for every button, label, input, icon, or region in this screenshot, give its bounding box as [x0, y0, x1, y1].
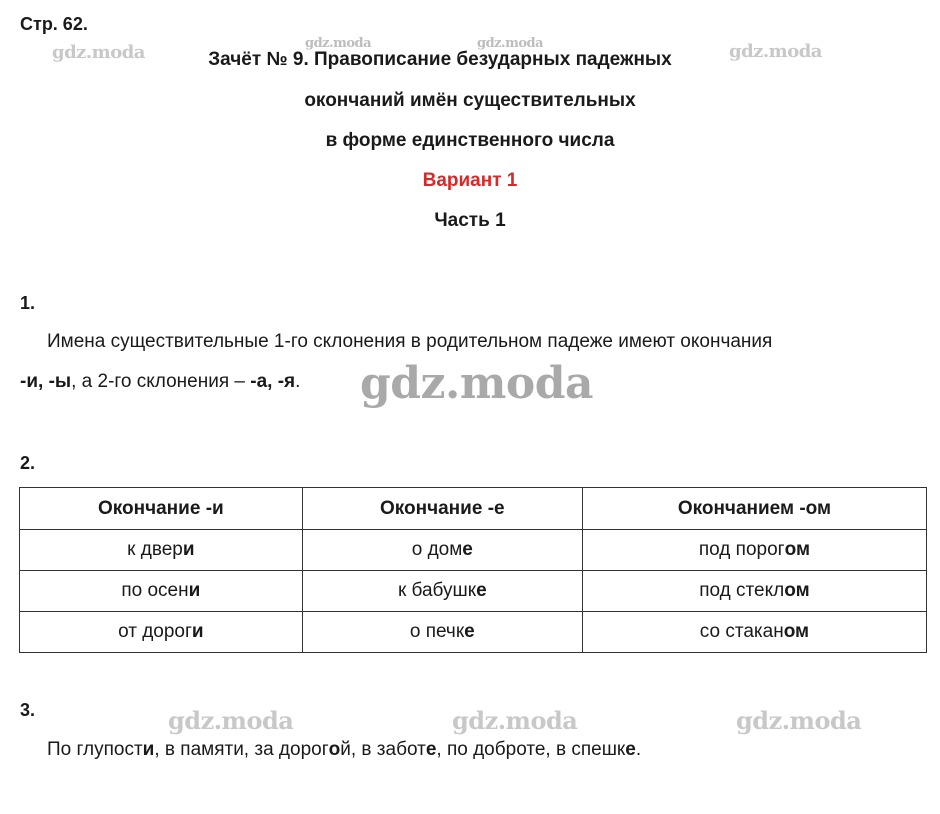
- ending-1st-declension: -и, -ы: [20, 371, 72, 392]
- word-ending: и: [188, 580, 201, 601]
- word-ending: е: [476, 580, 487, 601]
- word-stem: о печк: [409, 621, 465, 642]
- word-ending: ом: [784, 539, 811, 560]
- word-stem: о дом: [411, 539, 463, 560]
- sentence-text: По глупост: [47, 739, 143, 760]
- ending-2nd-declension: -а, -я: [250, 371, 296, 392]
- task-2-number: 2.: [20, 453, 36, 473]
- word-stem: под порог: [698, 539, 785, 560]
- table-cell: [302, 571, 582, 612]
- sentence-text: , по доброте, в спешк: [436, 739, 626, 760]
- watermark: gdz.moda: [736, 706, 862, 735]
- watermark: gdz.moda: [52, 42, 145, 63]
- word-ending: е: [462, 539, 473, 560]
- column-header: Окончание -и: [20, 488, 303, 530]
- table-row: [20, 612, 927, 653]
- word-ending: е: [625, 739, 636, 760]
- task-1-line-1: Имена существительные 1-го склонения в родительном падеже имеют окончания: [47, 331, 773, 352]
- watermark: gdz.moda: [305, 36, 372, 51]
- table-cell: [302, 612, 582, 653]
- title-line-3: в форме единственного числа: [325, 130, 615, 151]
- word-ending: ом: [784, 580, 810, 601]
- word-ending: е: [464, 621, 475, 642]
- column-header: Окончание -е: [302, 488, 582, 530]
- column-header: Окончанием -ом: [582, 488, 926, 530]
- title-line-1: Зачёт № 9. Правописание безударных падежных: [208, 49, 672, 70]
- table-cell: [582, 612, 926, 653]
- word-ending: о: [328, 739, 341, 760]
- task-1-line-2: [20, 362, 300, 402]
- sentence-text: , в памяти, за дорог: [154, 739, 329, 760]
- table-row: [20, 530, 927, 571]
- task-3-number: 3.: [20, 700, 36, 720]
- word-ending: е: [425, 739, 437, 760]
- watermark: gdz.moda: [168, 706, 294, 735]
- word-ending: и: [191, 621, 204, 642]
- table-cell: [20, 571, 303, 612]
- watermark: gdz.moda: [452, 706, 578, 735]
- table-cell: [20, 530, 303, 571]
- endings-table: [19, 487, 927, 653]
- word-stem: к двер: [127, 539, 183, 560]
- sentence-text: .: [635, 739, 642, 760]
- watermark: gdz.moda: [729, 41, 822, 62]
- word-stem: под стекл: [699, 580, 785, 601]
- table-cell: [302, 530, 582, 571]
- page-label: Стр. 62.: [20, 14, 88, 34]
- watermark: gdz.moda: [360, 358, 594, 409]
- part-heading: Часть 1: [434, 210, 506, 231]
- task-1-period: .: [295, 371, 301, 392]
- sentence-text: й, в забот: [340, 739, 426, 760]
- watermark: gdz.moda: [477, 36, 544, 51]
- word-ending: и: [182, 539, 195, 560]
- word-ending: и: [142, 739, 155, 760]
- table-row: [20, 571, 927, 612]
- variant-heading: Вариант 1: [422, 170, 518, 191]
- word-stem: от дорог: [118, 621, 192, 642]
- word-ending: ом: [783, 621, 810, 642]
- title-line-2: окончаний имён существительных: [304, 90, 636, 111]
- word-stem: со стакан: [699, 621, 784, 642]
- table-cell: [582, 530, 926, 571]
- table-header-row: [20, 488, 927, 530]
- table-cell: [20, 612, 303, 653]
- word-stem: к бабушк: [397, 580, 477, 601]
- task-1-number: 1.: [20, 293, 36, 313]
- task-3-sentence: [47, 730, 641, 770]
- task-1-connector: , а 2-го склонения –: [71, 371, 251, 392]
- word-stem: по осен: [121, 580, 189, 601]
- table-cell: [582, 571, 926, 612]
